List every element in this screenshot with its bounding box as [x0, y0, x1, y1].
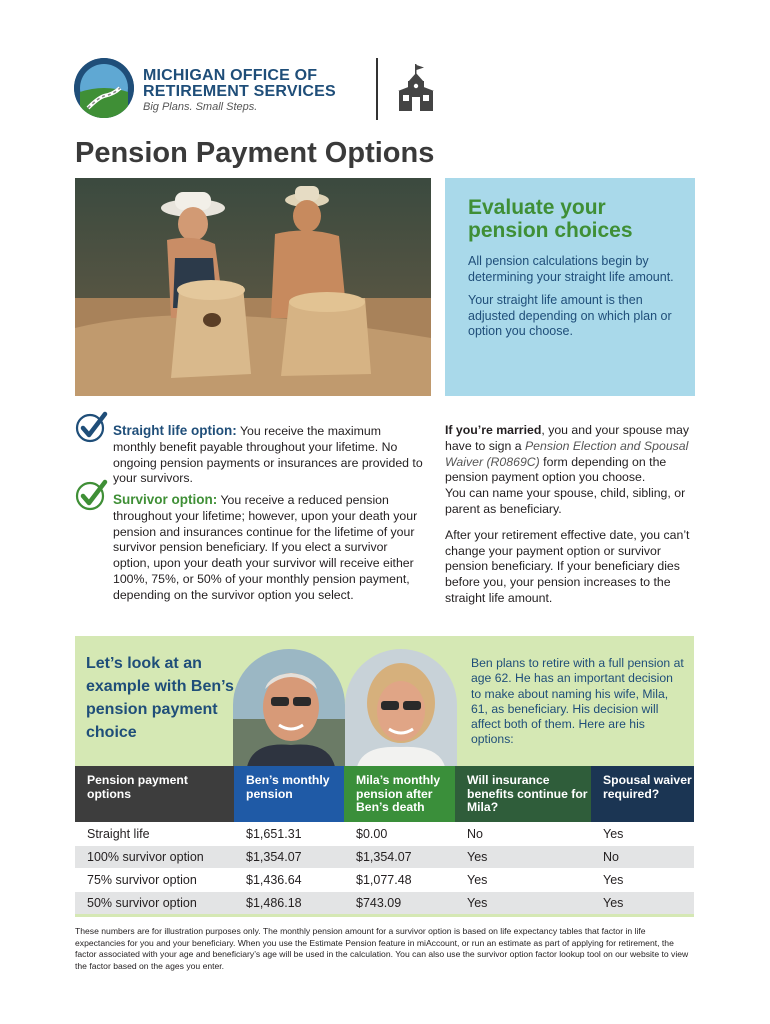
cell-ben-pension: $1,486.18 — [246, 896, 302, 910]
org-name: MICHIGAN OFFICE OF RETIREMENT SERVICES — [143, 67, 336, 100]
header-payment-options: Pension payment options — [75, 766, 234, 822]
table-header — [75, 766, 694, 822]
cell-ben-pension: $1,651.31 — [246, 827, 302, 841]
cell-mila-pension: $743.09 — [356, 896, 402, 910]
header-ben-pension: Ben’s monthly pension — [234, 766, 344, 822]
mila-portrait — [345, 649, 457, 767]
example-intro: Ben plans to retire with a full pension at age 62. He has an important decision to make about naming his wife, Mila, 61, as beneficiary. His decision will affect both of them. Here are his options: — [471, 656, 684, 747]
footnote: These numbers are for illustration purposes only. The monthly pension amount for a survivor option is based on life expectancy tables that factor in life expectancies for you and your beneficiary. When you use the Estimate Pension feature in miAccount, or run an estimate as part of applying for retirement, the factor associated with your age and beneficiary’s age will be used in the calculation. You can also use the survivor option factor lookup tool on our website to view the factor based on the ages you enter. — [75, 926, 689, 971]
org-tagline: Big Plans. Small Steps. — [143, 101, 258, 113]
couple-beach-photo — [75, 178, 431, 396]
cell-mila-pension: $1,354.07 — [356, 850, 412, 864]
cell-insurance: Yes — [467, 896, 488, 910]
table-row — [75, 891, 694, 914]
cell-waiver: No — [603, 850, 619, 864]
cell-insurance: Yes — [467, 873, 488, 887]
evaluate-para-2: Your straight life amount is then adjusted depending on which plan or option you choose. — [468, 293, 672, 338]
straight-life-option-title: Straight life option: — [113, 423, 237, 438]
married-para-2: After your retirement effective date, you can’t change your payment option or survivor pension beneficiary. If your beneficiary dies before you, your pension increases to the straight life amount. — [445, 527, 690, 605]
cell-insurance: Yes — [467, 850, 488, 864]
straight-life-option — [113, 423, 425, 487]
cell-option: Straight life — [87, 827, 150, 841]
page-title: Pension Payment Options — [75, 137, 435, 169]
cell-insurance: No — [467, 827, 483, 841]
cell-option: 50% survivor option — [87, 896, 197, 910]
survivor-option — [113, 492, 425, 604]
table-row — [75, 868, 694, 891]
schoolhouse-icon — [396, 64, 436, 117]
married-para-1: If you’re married, you and your spouse may have to sign a Pension Election and Spousal Waiver (R0869C) form depending on the pension payment option you choose. You can name your spouse, child, sibling, or parent as beneficiary. — [445, 423, 690, 516]
straight-life-option-text: You receive the maximum monthly benefit payable throughout your lifetime. No ongoing pension payments or insurances are provided to your survivors. — [113, 424, 423, 486]
cell-option: 75% survivor option — [87, 873, 197, 887]
header-divider — [376, 58, 378, 120]
header-insurance: Will insurance benefits continue for Mila? — [455, 766, 591, 822]
table-row — [75, 845, 694, 868]
checkmark-icon — [75, 410, 109, 444]
married-info — [445, 423, 700, 617]
checkmark-icon — [75, 478, 109, 512]
header-spousal-waiver: Spousal waiver required? — [591, 766, 694, 822]
cell-waiver: Yes — [603, 827, 624, 841]
cell-ben-pension: $1,354.07 — [246, 850, 302, 864]
survivor-option-text: You receive a reduced pension throughout your lifetime; however, upon your death your pension and insurances continue for the lifetime of your survivor pension beneficiary. If you elect a survivor option, upon your death your survivor will receive either 100%, 75%, or 50% of your monthly pension payment, depending on the survivor option you select. — [113, 493, 418, 602]
survivor-option-title: Survivor option: — [113, 492, 218, 507]
mors-logo — [74, 58, 134, 118]
pension-options-table — [75, 766, 694, 914]
cell-ben-pension: $1,436.64 — [246, 873, 302, 887]
cell-waiver: Yes — [603, 896, 624, 910]
ben-portrait — [233, 649, 345, 767]
cell-waiver: Yes — [603, 873, 624, 887]
cell-mila-pension: $0.00 — [356, 827, 388, 841]
header-mila-pension: Mila’s monthly pension after Ben’s death — [344, 766, 455, 822]
evaluate-box — [445, 178, 695, 396]
example-title: Let’s look at an example with Ben’s pension payment choice — [86, 655, 234, 741]
evaluate-para-1: All pension calculations begin by determining your straight life amount. — [468, 254, 674, 284]
evaluate-title: Evaluate your pension choices — [468, 196, 633, 242]
table-row — [75, 822, 694, 845]
cell-mila-pension: $1,077.48 — [356, 873, 412, 887]
cell-option: 100% survivor option — [87, 850, 204, 864]
